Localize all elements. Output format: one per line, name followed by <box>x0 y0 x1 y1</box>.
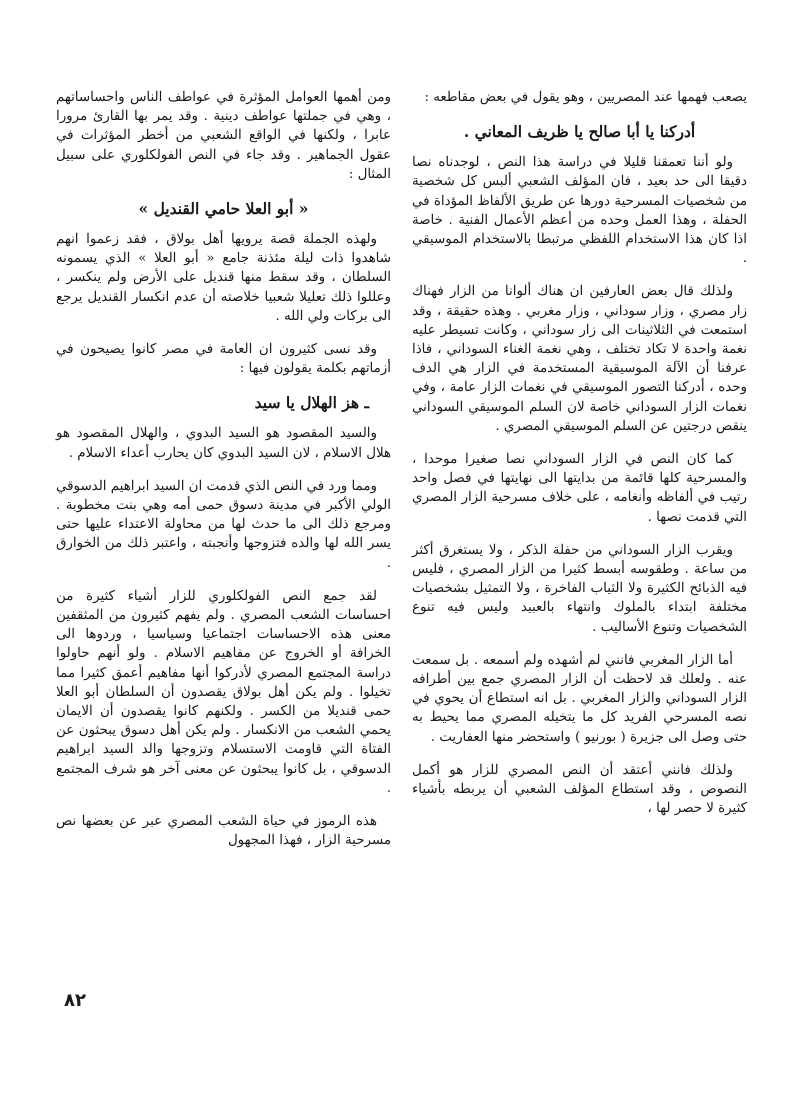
paragraph: كما كان النص في الزار السوداني نصا صغيرا موحدا ، والمسرحية كلها قائمة من بدايتها الى نهايتها في فصل واحد رتيب في ألفاظه وأنغامه ، على خلاف مسرحية الزار المصري التي قدمت نصها . <box>412 452 747 525</box>
left-column <box>56 88 391 865</box>
right-column <box>412 88 747 833</box>
paragraph: ومن أهمها العوامل المؤثرة في عواطف الناس واحساساتهم ، وهي في جملتها عواطف دينية . وقد يمر بها القارئ مرورا عابرا ، ولكنها في الواقع الشعبي من أخطر المؤثرات في عقول الجماهير . وقد جاء في النص الفولكلوري على سبيل المثال : <box>56 90 391 182</box>
paragraph: ومما ورد في النص الذي قدمت ان السيد ابراهيم الدسوقي الولي الأكبر في مدينة دسوق حمى أمه وهي بنت مخطوبة . ومرجع ذلك الى ما حدث لها من محاولة الاعتداء عليها حتى يسر الله لها والده فتزوجها وأنجبته ، واعتبر ذلك من الخوارق . <box>55 478 391 571</box>
paragraph: ولذلك فانني أعتقد أن النص المصري للزار هو أكمل النصوص ، وقد استطاع المؤلف الشعبي أن يربطه بأشياء كثيرة لا حصر لها ، <box>412 762 747 817</box>
quoted-heading: « أبو العلا حامي القنديل » <box>138 199 309 219</box>
paragraph: يصعب فهمها عند المصريين ، وهو يقول في بعض مقاطعه : <box>424 90 747 105</box>
paragraph: أما الزار المغربي فانني لم أشهده ولم أسمعه . بل سمعت عنه . ولعلك قد لاحظت أن الزار المصري جمع بين أطرافه الزار السوداني والزار المغربي . بل انه استطاع أن يحوي في نصه المسرحي الفريد كل ما يتخيله المصري مما يحيط به حتى وصل الى جزيرة ( بورنيو ) واستحضر منها العفاريت . <box>412 652 747 745</box>
paragraph: ولهذه الجملة قصة يرويها أهل بولاق ، فقد زعموا انهم شاهدوا ذات ليلة مئذنة جامع « أبو العلا » الذي يسمونه السلطان ، وقد سقط منها قنديل على الأرض ولم ينكسر ، وعللوا ذلك تعليلا شعبيا خلاصته أن عدم انكسار القنديل يرجع الى بركات ولي الله . <box>56 232 391 324</box>
chant-heading: ـ هز الهلال يا سيد <box>254 393 369 413</box>
paragraph: ويقرب الزار السوداني من حفلة الذكر ، ولا يستغرق أكثر من ساعة . وطقوسه أبسط كثيرا من الزار المصري ، فليس فيه الذبائح الكثيرة ولا الثياب الفاخرة ، ولا التمثيل بشخصيات مختلفة ابتداء بالملوك وانتهاء بالعبيد وليس فيه تنوع الشخصيات وتنوع الأساليب . <box>412 542 747 635</box>
page-number: ٨٢ <box>64 990 86 1011</box>
paragraph: والسيد المقصود هو السيد البدوي ، والهلال المقصود هو هلال الاسلام ، لان السيد البدوي كان يحارب أعداء الاسلام . <box>56 426 391 461</box>
paragraph: هذه الرموز في حياة الشعب المصري عبر عن بعضها نص مسرحية الزار ، فهذا المجهول <box>56 814 391 849</box>
paragraph: لقد جمع النص الفولكلوري للزار أشياء كثيرة من احساسات الشعب المصري . ولم يفهم كثيرون من المثقفين معنى هذه الاحساسات اجتماعيا وسياسيا ، وردوها الى الخرافة أو الخروج عن مفاهيم الاسلام . ولو أنهم حاولوا دراسة المجتمع المصري لأدركوا أنها مفاهيم أعمق كثيرا مما تخيلوا . ولم يكن أهل بولاق يقصدون أن السلطان أبو العلا حمى قنديلا من الكسر . ولكنهم كانوا يقصدون أن الايمان يحمي الشعب من الانكسار . ولم يكن أهل دسوق يبحثون عن الفتاة التي قاومت الاستسلام وتزوجها والد السيد ابراهيم الدسوقي ، بل كانوا يبحثون عن معنى آخر هو شرف المجتمع . <box>56 588 391 796</box>
section-heading: أدركنا يا أبا صالح يا ظريف المعاني . <box>463 122 696 142</box>
paragraph: ولذلك قال بعض العارفين ان هناك ألوانا من الزار فهناك زار مصري ، وزار سوداني ، وزار مغربي . وهذه حقيقة ، وقد استمعت في الثلاثينات الى زار سوداني ، وكانت تسيطر عليه نغمة واحدة لا تكاد تختلف ، وهي نغمة الغناء السوداني ، فاذا عرفنا أن الآلة الموسيقية المستخدمة في الزار هي الدف وحده ، أدركنا التصور الموسيقي في نغمات الزار عامة ، وفي نغمات الزار السوداني خاصة لان السلم الموسيقي السوداني ينقص درجتين عن السلم الموسيقي المصري . <box>412 284 747 434</box>
paragraph: وقد نسى كثيرون ان العامة في مصر كانوا يصيحون في أزماتهم بكلمة يقولون فيها : <box>56 342 391 377</box>
paragraph: ولو أننا تعمقنا قليلا في دراسة هذا النص ، لوجدناه نصا دقيقا الى حد بعيد ، فان المؤلف الشعبي ألبس كل شخصية من شخصيات المسرحية دورها عن طريق الألفاظ المؤداة في الحفلة ، وهذا العمل وحده من أعظم الأعمال الفنية . خاصة اذا كان هذا الاستخدام اللفظي مرتبطا بالاستخدام الموسيقي . <box>412 155 747 267</box>
